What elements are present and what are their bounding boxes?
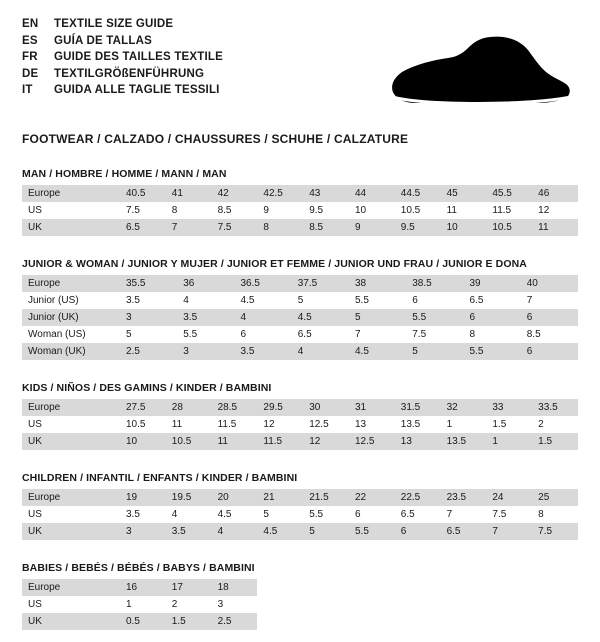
table-cell: 7.5 xyxy=(120,202,166,219)
row-label: Europe xyxy=(22,275,120,292)
table-row xyxy=(22,185,578,202)
table-cell: 11 xyxy=(212,433,258,450)
table-cell: 11 xyxy=(441,202,487,219)
table-cell: 19.5 xyxy=(166,489,212,506)
section-kids xyxy=(22,382,578,450)
size-table-junior-woman xyxy=(22,275,578,360)
row-label: Europe xyxy=(22,579,120,596)
language-row xyxy=(22,49,223,66)
table-cell: 4.5 xyxy=(292,309,349,326)
language-title-list xyxy=(22,16,223,99)
section-title: MAN / HOMBRE / HOMME / MANN / MAN xyxy=(22,168,227,180)
table-cell: 4 xyxy=(212,523,258,540)
section-junior-woman xyxy=(22,258,578,360)
row-label: Europe xyxy=(22,185,120,202)
table-cell: 4.5 xyxy=(235,292,292,309)
row-label: US xyxy=(22,202,120,219)
table-cell: 20 xyxy=(212,489,258,506)
table-cell: 46 xyxy=(532,185,578,202)
table-cell: 8 xyxy=(464,326,521,343)
table-cell-empty xyxy=(303,613,349,630)
table-cell: 5 xyxy=(303,523,349,540)
size-table-kids xyxy=(22,399,578,450)
table-cell: 9 xyxy=(257,202,303,219)
table-cell-empty xyxy=(257,579,303,596)
table-row xyxy=(22,613,578,630)
table-cell: 8 xyxy=(532,506,578,523)
table-cell-empty xyxy=(257,613,303,630)
table-cell: 36 xyxy=(177,275,234,292)
table-cell: 23.5 xyxy=(441,489,487,506)
table-cell: 6 xyxy=(395,523,441,540)
table-row xyxy=(22,506,578,523)
table-cell: 10 xyxy=(120,433,166,450)
row-label: Junior (UK) xyxy=(22,309,120,326)
table-cell: 5 xyxy=(120,326,177,343)
table-cell: 31.5 xyxy=(395,399,441,416)
language-title: GUIDE DES TAILLES TEXTILE xyxy=(54,51,223,63)
table-cell: 22 xyxy=(349,489,395,506)
table-cell: 43 xyxy=(303,185,349,202)
table-cell: 5.5 xyxy=(464,343,521,360)
table-row xyxy=(22,523,578,540)
table-cell: 0.5 xyxy=(120,613,166,630)
section-title: KIDS / NIÑOS / DES GAMINS / KINDER / BAMBINI xyxy=(22,382,272,394)
table-cell: 37.5 xyxy=(292,275,349,292)
table-row xyxy=(22,433,578,450)
table-cell: 13 xyxy=(349,416,395,433)
table-cell: 38 xyxy=(349,275,406,292)
row-label: UK xyxy=(22,613,120,630)
table-cell: 45.5 xyxy=(486,185,532,202)
table-cell: 4 xyxy=(177,292,234,309)
table-cell-empty xyxy=(349,596,395,613)
table-cell: 5.5 xyxy=(349,292,406,309)
table-cell: 6 xyxy=(235,326,292,343)
table-cell: 7 xyxy=(166,219,212,236)
table-cell-empty xyxy=(395,613,441,630)
row-label: Woman (US) xyxy=(22,326,120,343)
table-cell: 10 xyxy=(441,219,487,236)
size-table-man xyxy=(22,185,578,236)
table-cell-empty xyxy=(441,596,487,613)
table-cell: 2.5 xyxy=(212,613,258,630)
section-title: BABIES / BEBÉS / BÉBÉS / BABYS / BAMBINI xyxy=(22,562,255,574)
table-cell-empty xyxy=(486,596,532,613)
table-cell: 2 xyxy=(166,596,212,613)
section-title: JUNIOR & WOMAN / JUNIOR Y MUJER / JUNIOR ET FEMME / JUNIOR UND FRAU / JUNIOR E DONA xyxy=(22,258,527,270)
table-cell: 3 xyxy=(212,596,258,613)
table-cell: 9.5 xyxy=(303,202,349,219)
table-cell: 3.5 xyxy=(120,292,177,309)
table-cell: 4.5 xyxy=(257,523,303,540)
dress-shoe-icon xyxy=(382,34,572,116)
table-cell: 11.5 xyxy=(486,202,532,219)
table-cell: 3.5 xyxy=(120,506,166,523)
table-cell: 7 xyxy=(486,523,532,540)
table-cell: 1 xyxy=(486,433,532,450)
table-cell: 1.5 xyxy=(532,433,578,450)
table-cell: 1 xyxy=(120,596,166,613)
table-cell: 10.5 xyxy=(395,202,441,219)
table-cell: 3 xyxy=(120,523,166,540)
table-cell: 25 xyxy=(532,489,578,506)
table-cell: 11.5 xyxy=(212,416,258,433)
table-cell: 32 xyxy=(441,399,487,416)
table-cell: 21.5 xyxy=(303,489,349,506)
table-cell: 3 xyxy=(120,309,177,326)
category-line: FOOTWEAR / CALZADO / CHAUSSURES / SCHUHE / CALZATURE xyxy=(22,132,409,146)
table-cell: 3.5 xyxy=(235,343,292,360)
table-cell-empty xyxy=(303,579,349,596)
table-cell: 1.5 xyxy=(166,613,212,630)
table-cell: 9 xyxy=(349,219,395,236)
row-label: US xyxy=(22,506,120,523)
table-cell-empty xyxy=(395,596,441,613)
table-cell: 6.5 xyxy=(120,219,166,236)
table-cell: 22.5 xyxy=(395,489,441,506)
table-cell: 44 xyxy=(349,185,395,202)
table-cell-empty xyxy=(257,596,303,613)
table-cell: 44.5 xyxy=(395,185,441,202)
table-cell: 12.5 xyxy=(303,416,349,433)
table-cell: 6 xyxy=(521,309,578,326)
table-cell: 31 xyxy=(349,399,395,416)
table-cell: 2 xyxy=(532,416,578,433)
table-cell: 8.5 xyxy=(303,219,349,236)
table-row xyxy=(22,219,578,236)
table-cell: 38.5 xyxy=(406,275,463,292)
table-row xyxy=(22,489,578,506)
table-cell: 6 xyxy=(521,343,578,360)
table-cell: 10 xyxy=(349,202,395,219)
table-cell: 7.5 xyxy=(406,326,463,343)
language-title: GUIDA ALLE TAGLIE TESSILI xyxy=(54,84,220,96)
table-cell-empty xyxy=(441,579,487,596)
table-cell: 4 xyxy=(235,309,292,326)
table-cell: 6 xyxy=(464,309,521,326)
table-cell: 13.5 xyxy=(395,416,441,433)
row-label: Junior (US) xyxy=(22,292,120,309)
table-cell: 6.5 xyxy=(441,523,487,540)
row-label: Europe xyxy=(22,399,120,416)
table-cell: 5 xyxy=(349,309,406,326)
table-cell: 10.5 xyxy=(120,416,166,433)
row-label: US xyxy=(22,596,120,613)
table-cell: 35.5 xyxy=(120,275,177,292)
table-cell: 10.5 xyxy=(486,219,532,236)
table-cell: 12 xyxy=(257,416,303,433)
table-cell: 36.5 xyxy=(235,275,292,292)
table-row xyxy=(22,275,578,292)
table-cell: 28 xyxy=(166,399,212,416)
language-row xyxy=(22,16,223,33)
language-code: ES xyxy=(22,34,38,47)
table-cell: 8 xyxy=(257,219,303,236)
table-cell: 45 xyxy=(441,185,487,202)
language-row xyxy=(22,82,223,99)
table-cell: 6.5 xyxy=(292,326,349,343)
table-cell: 16 xyxy=(120,579,166,596)
table-cell: 3.5 xyxy=(166,523,212,540)
row-label: Woman (UK) xyxy=(22,343,120,360)
table-cell: 8.5 xyxy=(521,326,578,343)
table-cell: 6.5 xyxy=(395,506,441,523)
table-cell: 5.5 xyxy=(349,523,395,540)
table-cell: 7.5 xyxy=(212,219,258,236)
language-code: DE xyxy=(22,67,39,80)
table-cell: 17 xyxy=(166,579,212,596)
table-cell: 42.5 xyxy=(257,185,303,202)
table-cell: 12 xyxy=(303,433,349,450)
table-cell: 6.5 xyxy=(464,292,521,309)
table-cell: 33 xyxy=(486,399,532,416)
table-cell: 30 xyxy=(303,399,349,416)
section-babies xyxy=(22,562,578,630)
table-row xyxy=(22,202,578,219)
row-label: UK xyxy=(22,433,120,450)
table-cell: 19 xyxy=(120,489,166,506)
table-cell: 7 xyxy=(521,292,578,309)
language-title: TEXTILE SIZE GUIDE xyxy=(54,18,174,30)
table-cell: 1 xyxy=(441,416,487,433)
table-cell: 5 xyxy=(292,292,349,309)
table-cell: 13 xyxy=(395,433,441,450)
section-children xyxy=(22,472,578,540)
table-cell: 5.5 xyxy=(406,309,463,326)
section-man xyxy=(22,168,578,236)
language-code: FR xyxy=(22,51,38,63)
language-row xyxy=(22,33,223,50)
table-cell: 6 xyxy=(406,292,463,309)
row-label: UK xyxy=(22,523,120,540)
size-table-babies xyxy=(22,579,578,630)
language-title: GUÍA DE TALLAS xyxy=(54,34,152,47)
table-cell-empty xyxy=(395,579,441,596)
table-cell: 13.5 xyxy=(441,433,487,450)
table-cell: 42 xyxy=(212,185,258,202)
table-row xyxy=(22,399,578,416)
language-code: EN xyxy=(22,18,39,30)
table-cell: 5 xyxy=(406,343,463,360)
table-cell: 28.5 xyxy=(212,399,258,416)
table-row xyxy=(22,292,578,309)
table-row xyxy=(22,596,578,613)
row-label: US xyxy=(22,416,120,433)
table-cell: 7.5 xyxy=(486,506,532,523)
table-cell: 39 xyxy=(464,275,521,292)
table-row xyxy=(22,326,578,343)
row-label: Europe xyxy=(22,489,120,506)
table-cell-empty xyxy=(532,579,578,596)
table-cell-empty xyxy=(303,596,349,613)
table-cell: 40 xyxy=(521,275,578,292)
table-cell-empty xyxy=(486,579,532,596)
language-row xyxy=(22,66,223,83)
table-cell: 11 xyxy=(532,219,578,236)
table-cell: 12 xyxy=(532,202,578,219)
table-cell: 21 xyxy=(257,489,303,506)
table-cell: 24 xyxy=(486,489,532,506)
table-row xyxy=(22,416,578,433)
table-cell: 12.5 xyxy=(349,433,395,450)
table-cell: 5 xyxy=(257,506,303,523)
table-row xyxy=(22,309,578,326)
table-row xyxy=(22,343,578,360)
table-cell-empty xyxy=(486,613,532,630)
table-cell: 4 xyxy=(166,506,212,523)
table-cell: 40.5 xyxy=(120,185,166,202)
section-title: CHILDREN / INFANTIL / ENFANTS / KINDER / BAMBINI xyxy=(22,472,298,484)
document-header xyxy=(22,16,578,116)
table-cell: 4.5 xyxy=(212,506,258,523)
row-label: UK xyxy=(22,219,120,236)
table-cell: 7 xyxy=(349,326,406,343)
table-cell: 4 xyxy=(292,343,349,360)
table-cell: 7 xyxy=(441,506,487,523)
table-cell: 4.5 xyxy=(349,343,406,360)
language-title: TEXTILGRÖßENFÜHRUNG xyxy=(54,67,205,80)
table-cell: 41 xyxy=(166,185,212,202)
table-cell: 3.5 xyxy=(177,309,234,326)
language-code: IT xyxy=(22,84,33,96)
table-cell: 8 xyxy=(166,202,212,219)
table-cell: 27.5 xyxy=(120,399,166,416)
table-cell-empty xyxy=(441,613,487,630)
table-cell: 33.5 xyxy=(532,399,578,416)
table-cell: 7.5 xyxy=(532,523,578,540)
table-cell: 3 xyxy=(177,343,234,360)
table-cell: 5.5 xyxy=(177,326,234,343)
table-cell-empty xyxy=(532,613,578,630)
table-cell-empty xyxy=(349,613,395,630)
table-row xyxy=(22,579,578,596)
table-cell: 2.5 xyxy=(120,343,177,360)
table-cell-empty xyxy=(532,596,578,613)
table-cell-empty xyxy=(349,579,395,596)
table-cell: 11.5 xyxy=(257,433,303,450)
table-cell: 9.5 xyxy=(395,219,441,236)
table-cell: 5.5 xyxy=(303,506,349,523)
table-cell: 29.5 xyxy=(257,399,303,416)
table-cell: 1.5 xyxy=(486,416,532,433)
table-cell: 11 xyxy=(166,416,212,433)
table-cell: 6 xyxy=(349,506,395,523)
table-cell: 10.5 xyxy=(166,433,212,450)
table-cell: 8.5 xyxy=(212,202,258,219)
table-cell: 18 xyxy=(212,579,258,596)
size-table-children xyxy=(22,489,578,540)
